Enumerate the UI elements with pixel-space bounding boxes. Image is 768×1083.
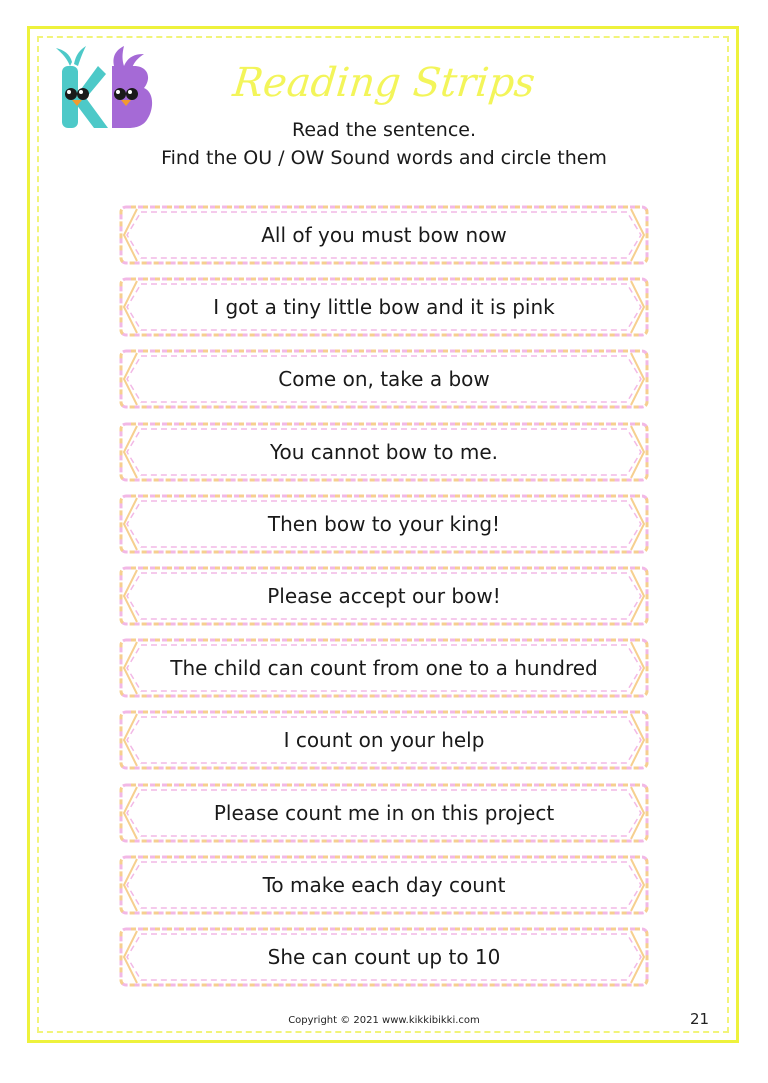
reading-strip	[119, 422, 649, 482]
page-number: 21	[690, 1010, 710, 1028]
strip-sentence: I got a tiny little bow and it is pink	[213, 295, 555, 319]
reading-strip	[119, 783, 649, 843]
instruction-find: Find the OU / OW Sound words and circle them	[161, 147, 607, 169]
strip-sentence: All of you must bow now	[261, 223, 507, 247]
reading-strip	[119, 710, 649, 770]
strip-sentence: You cannot bow to me.	[269, 440, 499, 464]
strip-sentence: To make each day count	[262, 873, 506, 897]
reading-strip	[119, 349, 649, 409]
reading-strip	[119, 205, 649, 265]
instruction-read: Read the sentence.	[292, 119, 476, 141]
strip-sentence: I count on your help	[283, 728, 485, 752]
reading-strip	[119, 566, 649, 626]
reading-strip	[119, 638, 649, 698]
copyright-text: Copyright © 2021 www.kikkibikki.com	[288, 1015, 480, 1026]
strip-sentence: Please count me in on this project	[213, 801, 555, 825]
page-title: Reading Strips	[230, 60, 538, 106]
strip-sentence: Then bow to your king!	[267, 512, 501, 536]
reading-strip	[119, 855, 649, 915]
strip-sentence: Please accept our bow!	[267, 584, 501, 608]
strip-sentence: Come on, take a bow	[278, 367, 490, 391]
reading-strip	[119, 927, 649, 987]
strip-sentence: She can count up to 10	[267, 945, 501, 969]
reading-strip	[119, 494, 649, 554]
reading-strip	[119, 277, 649, 337]
strip-sentence: The child can count from one to a hundred	[170, 656, 598, 680]
